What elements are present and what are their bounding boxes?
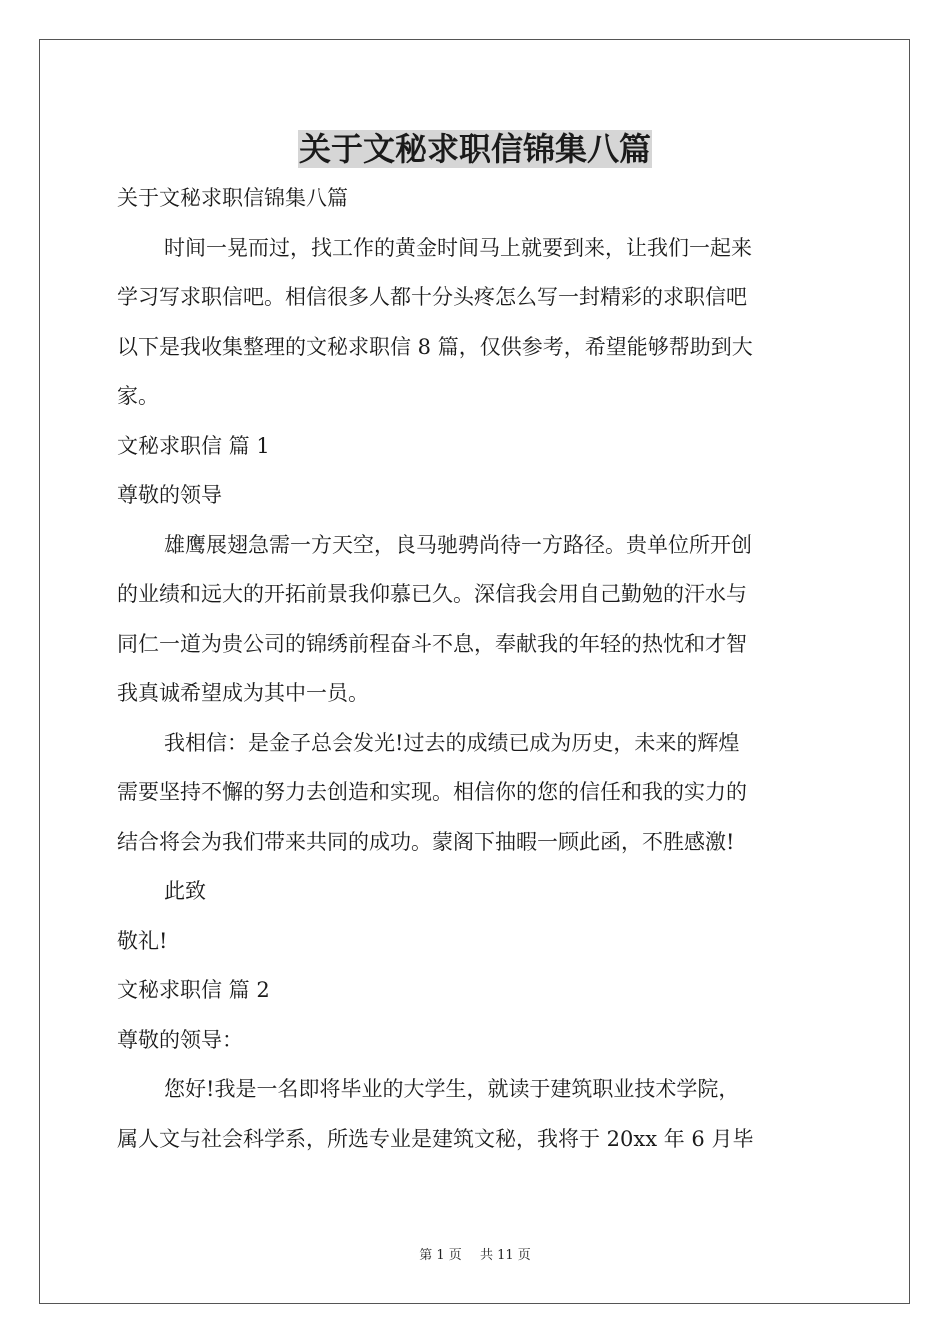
text-line: 家。 — [117, 384, 159, 408]
page-number: 第 1 页 — [419, 1248, 462, 1263]
text-line: 的业绩和远大的开拓前景我仰慕已久。深信我会用自己勤勉的汗水与 — [117, 582, 747, 606]
page-footer — [0, 1247, 950, 1265]
page-total: 共 11 页 — [479, 1248, 531, 1263]
text-line: 此致 — [164, 879, 206, 903]
text-line: 尊敬的领导 — [117, 483, 222, 507]
text-line: 属人文与社会科学系，所选专业是建筑文秘，我将于 20xx 年 6 月毕 — [117, 1126, 754, 1151]
text-line: 结合将会为我们带来共同的成功。蒙阁下抽暇一顾此函，不胜感激! — [117, 829, 735, 854]
text-line: 学习写求职信吧。相信很多人都十分头疼怎么写一封精彩的求职信吧 — [117, 285, 747, 309]
document-body — [117, 174, 835, 1164]
text-line: 以下是我收集整理的文秘求职信 8 篇，仅供参考，希望能够帮助到大 — [117, 334, 753, 359]
text-line: 同仁一道为贵公司的锦绣前程奋斗不息，奉献我的年轻的热忱和才智 — [117, 631, 747, 656]
document-title — [0, 126, 950, 172]
document-title-text: 关于文秘求职信锦集八篇 — [298, 130, 651, 168]
text-line: 我相信：是金子总会发光!过去的成绩已成为历史，未来的辉煌 — [164, 730, 740, 755]
text-line: 您好!我是一名即将毕业的大学生，就读于建筑职业技术学院， — [164, 1077, 740, 1101]
text-line: 敬礼! — [117, 928, 168, 953]
text-line: 我真诚希望成为其中一员。 — [117, 681, 369, 705]
text-line: 时间一晃而过，找工作的黄金时间马上就要到来，让我们一起来 — [164, 235, 752, 260]
text-line: 雄鹰展翅急需一方天空，良马驰骋尚待一方路径。贵单位所开创 — [164, 532, 752, 557]
text-line: 文秘求职信 篇 1 — [117, 433, 270, 458]
text-line: 需要坚持不懈的努力去创造和实现。相信你的您的信任和我的实力的 — [117, 780, 747, 804]
text-line: 文秘求职信 篇 2 — [117, 978, 270, 1002]
text-line: 关于文秘求职信锦集八篇 — [117, 186, 348, 210]
text-line: 尊敬的领导： — [117, 1027, 243, 1052]
